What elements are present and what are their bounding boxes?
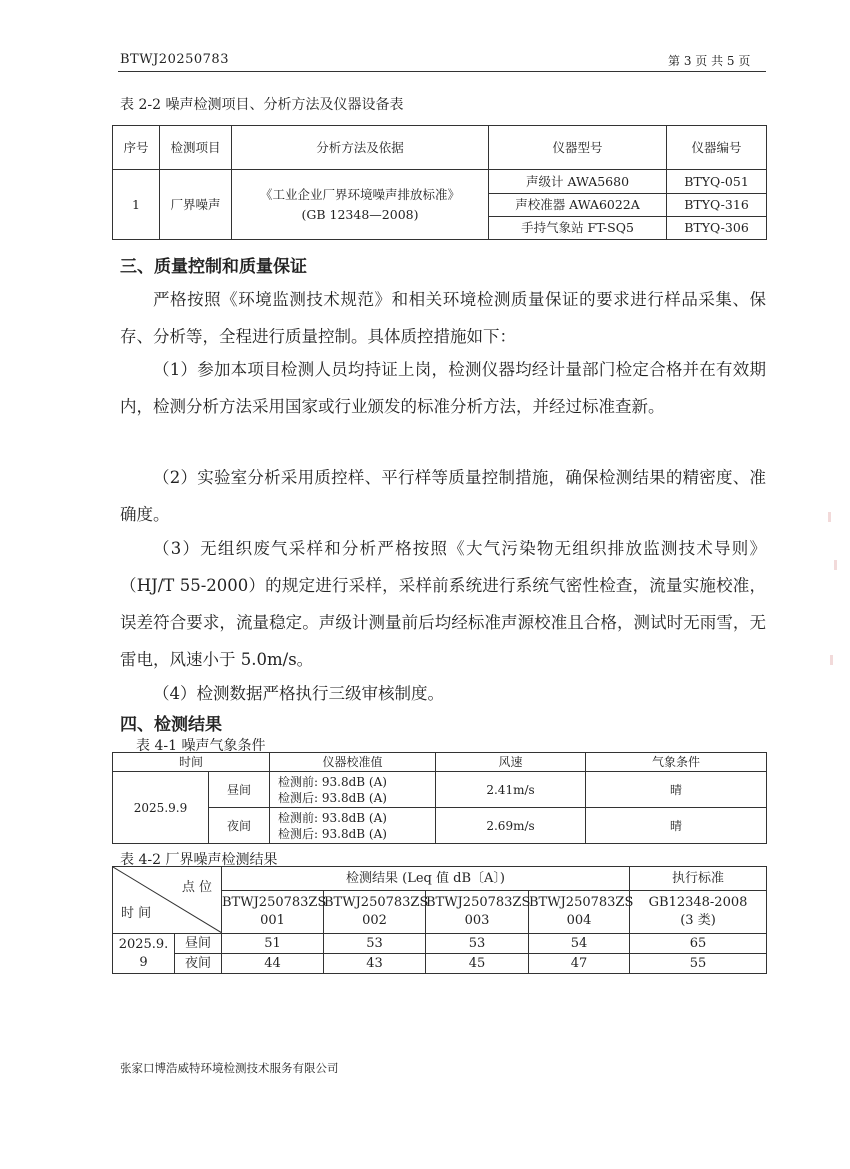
standard-name xyxy=(630,891,767,934)
table-4-2-caption: 表 4-2 厂界噪声检测结果 xyxy=(120,852,278,868)
calibration-values xyxy=(270,808,436,844)
section-3-intro: 严格按照《环境监测技术规范》和相关环境检测质量保证的要求进行样品采集、保存、分析等，全程进行质量控制。具体质控措施如下： xyxy=(120,290,766,346)
point-id-prefix: BTWJ250783ZS xyxy=(426,895,531,911)
result-value: 44 xyxy=(222,954,324,974)
instrument-model: 声校准器 AWA6022A xyxy=(489,194,667,217)
scan-mark xyxy=(834,560,837,570)
qc-measure-1: （1）参加本项目检测人员均持证上岗，检测仪器均经计量部门检定合格并在有效期内，检测分析方法采用国家或行业颁发的标准分析方法，并经过标准查新。 xyxy=(120,360,766,416)
date-part-2: 9 xyxy=(139,954,148,970)
header-divider xyxy=(118,71,766,72)
point-id xyxy=(529,891,634,934)
table-4-1-header-wind: 风速 xyxy=(436,753,586,772)
result-value: 54 xyxy=(529,934,630,954)
point-id xyxy=(222,891,327,934)
footer-company: 张家口博浩威特环境检测技术服务有限公司 xyxy=(120,1061,339,1075)
standard-class: (3 类) xyxy=(680,913,716,929)
standard-code: GB12348-2008 xyxy=(648,895,748,911)
table-2-2-header-method: 分析方法及依据 xyxy=(232,126,489,170)
calibration-before: 检测前: 93.8dB (A) xyxy=(278,774,387,789)
weather: 晴 xyxy=(586,772,767,808)
weather: 晴 xyxy=(586,808,767,844)
qc-measure-3: （3）无组织废气采样和分析严格按照《大气污染物无组织排放监测技术导则》（HJ/T 55-2000）的规定进行采样，采样前系统进行系统气密性检查，流量实施校准，误差符合要求，流量稳定。声级计测量前后均经标准声源校准且合格，测试时无雨雪，无雷电，风速小于 5.0m/s。 xyxy=(120,539,766,669)
table-4-1-header-calibration: 仪器校准值 xyxy=(270,753,436,772)
method-name: 《工业企业厂界环境噪声排放标准》 xyxy=(259,186,460,202)
period: 昼间 xyxy=(209,772,270,808)
wind-speed: 2.41m/s xyxy=(436,772,586,808)
table-4-2 xyxy=(112,866,767,974)
point-id-suffix: 002 xyxy=(362,913,387,929)
scan-mark xyxy=(830,655,833,665)
page-indicator: 第 3 页 共 5 页 xyxy=(668,54,751,68)
period: 夜间 xyxy=(175,954,222,974)
result-value: 47 xyxy=(529,954,630,974)
section-4-title: 四、检测结果 xyxy=(120,715,222,735)
table-2-2 xyxy=(112,125,767,240)
qc-measure-4: （4）检测数据严格执行三级审核制度。 xyxy=(153,684,444,703)
table-2-2-item: 厂界噪声 xyxy=(160,170,232,240)
instrument-code: BTYQ-051 xyxy=(667,170,767,194)
calibration-after: 检测后: 93.8dB (A) xyxy=(278,826,387,841)
corner-time-label: 时 间 xyxy=(121,906,152,921)
instrument-model: 声级计 AWA5680 xyxy=(489,170,667,194)
table-2-2-header-seq: 序号 xyxy=(113,126,160,170)
table-2-2-header-item: 检测项目 xyxy=(160,126,232,170)
result-value: 51 xyxy=(222,934,324,954)
scan-mark xyxy=(828,512,831,522)
result-value: 53 xyxy=(324,934,426,954)
section-3-title: 三、质量控制和质量保证 xyxy=(120,257,307,277)
point-id-prefix: BTWJ250783ZS xyxy=(222,895,327,911)
qc-measure-2: （2）实验室分析采用质控样、平行样等质量控制措施，确保检测结果的精密度、准确度。 xyxy=(120,468,766,524)
table-4-1-caption: 表 4-1 噪声气象条件 xyxy=(136,738,266,754)
instrument-model: 手持气象站 FT-SQ5 xyxy=(489,217,667,240)
table-4-2-result-header: 检测结果 (Leq 值 dB〔A〕) xyxy=(222,867,630,891)
date-part-1: 2025.9. xyxy=(118,936,169,952)
limit-value: 55 xyxy=(630,954,767,974)
table-4-1-header-time: 时间 xyxy=(113,753,270,772)
period: 昼间 xyxy=(175,934,222,954)
corner-point-label: 点 位 xyxy=(181,880,212,895)
point-id-suffix: 001 xyxy=(260,913,285,929)
point-id-suffix: 004 xyxy=(566,913,592,929)
result-value: 45 xyxy=(426,954,529,974)
table-2-2-caption: 表 2-2 噪声检测项目、分析方法及仪器设备表 xyxy=(120,97,404,113)
table-4-1-date: 2025.9.9 xyxy=(113,772,209,844)
table-4-2-date xyxy=(113,934,175,974)
table-4-1 xyxy=(112,752,767,844)
calibration-values xyxy=(270,772,436,808)
calibration-before: 检测前: 93.8dB (A) xyxy=(278,810,387,825)
table-2-2-header-model: 仪器型号 xyxy=(489,126,667,170)
table-4-2-standard-header: 执行标准 xyxy=(630,867,767,891)
point-id-suffix: 003 xyxy=(464,913,490,929)
point-id xyxy=(426,891,529,934)
result-value: 53 xyxy=(426,934,529,954)
table-2-2-method xyxy=(232,170,489,240)
point-id-prefix: BTWJ250783ZS xyxy=(529,895,634,911)
table-4-2-corner xyxy=(113,867,222,934)
corner-diagonal xyxy=(113,867,222,933)
table-2-2-header-code: 仪器编号 xyxy=(667,126,767,170)
calibration-after: 检测后: 93.8dB (A) xyxy=(278,790,387,805)
period: 夜间 xyxy=(209,808,270,844)
wind-speed: 2.69m/s xyxy=(436,808,586,844)
point-id xyxy=(324,891,429,934)
report-number: BTWJ20250783 xyxy=(120,52,229,67)
limit-value: 65 xyxy=(630,934,767,954)
table-2-2-seq: 1 xyxy=(113,170,160,240)
point-id-prefix: BTWJ250783ZS xyxy=(324,895,429,911)
instrument-code: BTYQ-306 xyxy=(667,217,767,240)
instrument-code: BTYQ-316 xyxy=(667,194,767,217)
result-value: 43 xyxy=(324,954,426,974)
method-standard: (GB 12348—2008) xyxy=(301,206,419,222)
table-4-1-header-weather: 气象条件 xyxy=(586,753,767,772)
